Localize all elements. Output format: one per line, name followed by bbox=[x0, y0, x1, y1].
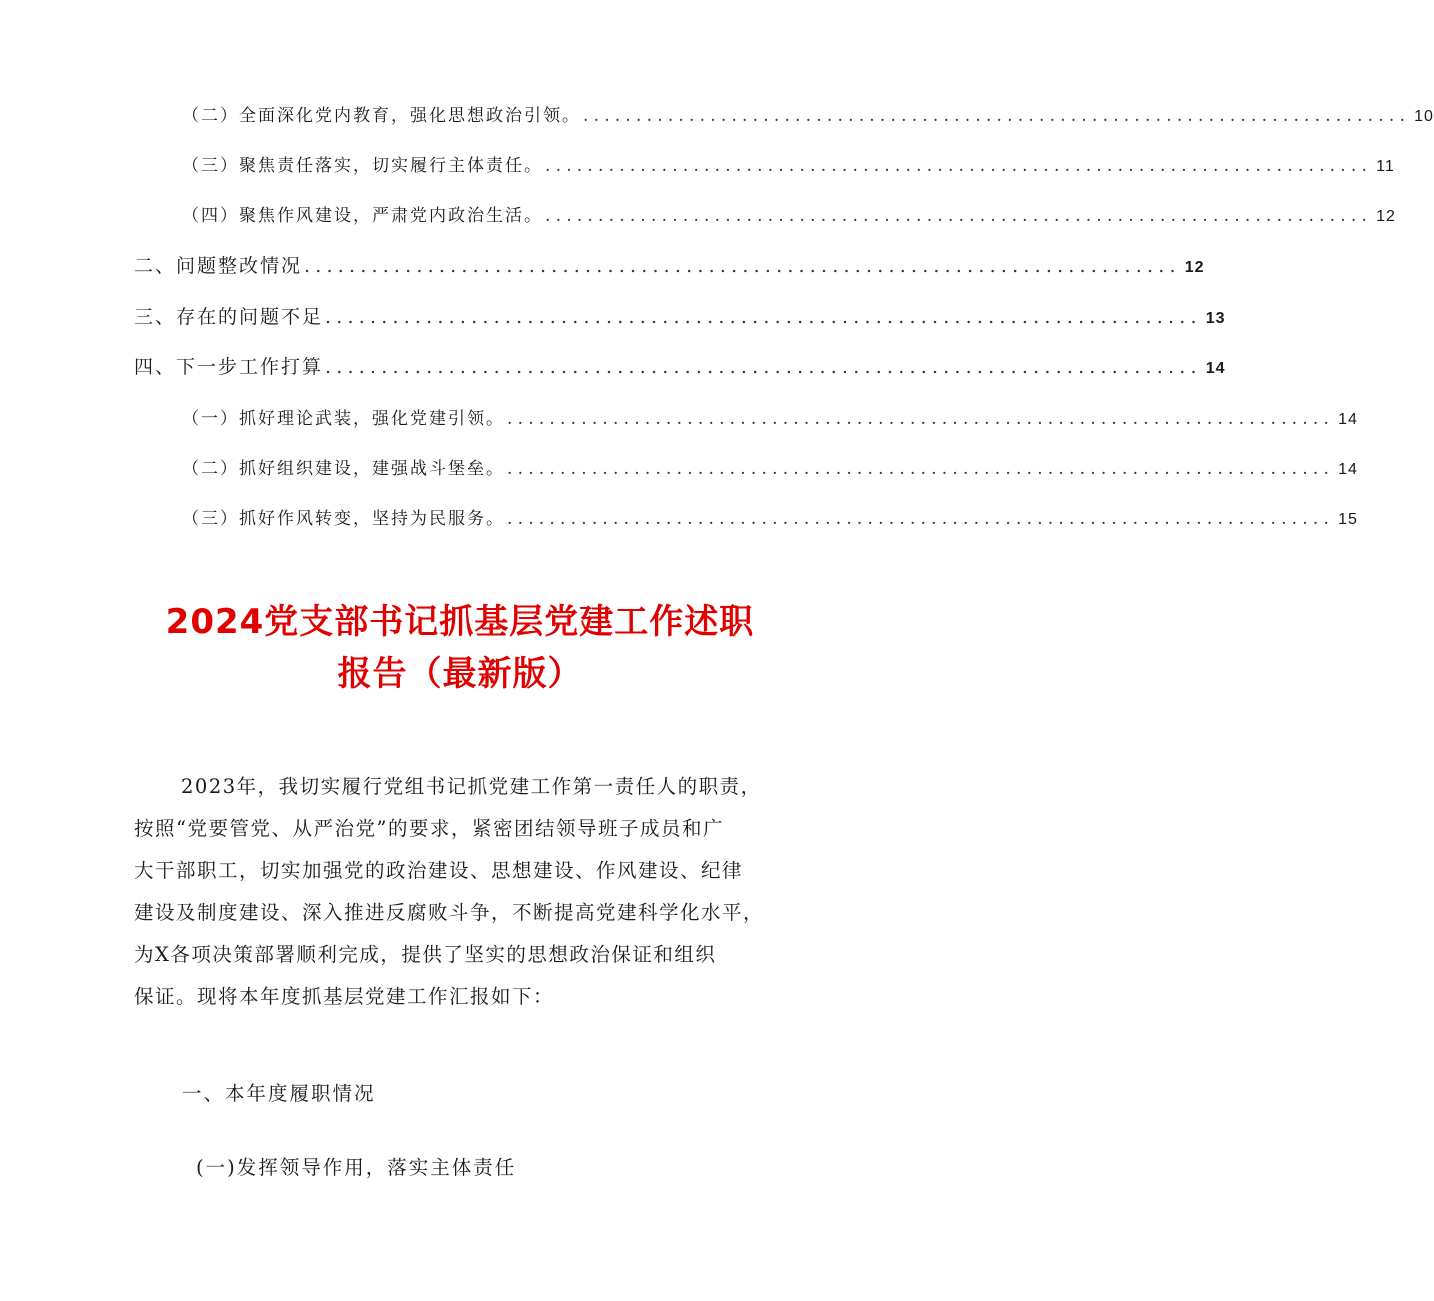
document-title-line2: 报告（最新版） bbox=[337, 654, 583, 694]
document-title bbox=[60, 596, 860, 700]
body-line: 建设及制度建设、深入推进反腐败斗争，不断提高党建科学化水平， bbox=[134, 901, 765, 924]
subsection-heading: (一)发挥领导作用，落实主体责任 bbox=[196, 1156, 517, 1179]
toc-item-text: 三、存在的问题不足 bbox=[134, 306, 324, 328]
body-line: 按照“党要管党、从严治党”的要求，紧密团结领导班子成员和广 bbox=[134, 817, 724, 840]
toc-item[interactable] bbox=[182, 504, 1358, 529]
toc-leader-dots: .............................................................................. bbox=[304, 255, 1181, 277]
toc-leader-dots: .............................................................................. bbox=[325, 356, 1202, 378]
toc-item-page: 12 bbox=[1184, 259, 1205, 276]
toc-item-page: 14 bbox=[1338, 461, 1358, 478]
body-line: 保证。现将本年度抓基层党建工作汇报如下： bbox=[134, 985, 555, 1008]
toc-item-text: （二）抓好组织建设，建强战斗堡垒。 bbox=[182, 459, 505, 479]
toc-item-page: 13 bbox=[1205, 310, 1226, 327]
toc-item-text: （三）聚焦责任落实，切实履行主体责任。 bbox=[182, 156, 543, 176]
toc-item[interactable] bbox=[182, 201, 1396, 226]
toc-item-text: （二）全面深化党内教育，强化思想政治引领。 bbox=[182, 106, 581, 126]
toc-item[interactable] bbox=[134, 352, 1226, 379]
toc-item-page: 11 bbox=[1376, 158, 1395, 175]
body-line: 为X各项决策部署顺利完成，提供了坚实的思想政治保证和组织 bbox=[134, 943, 717, 966]
body-line: 2023年，我切实履行党组书记抓党建工作第一责任人的职责， bbox=[181, 775, 762, 798]
toc-item[interactable] bbox=[134, 251, 1205, 278]
section-heading: 一、本年度履职情况 bbox=[182, 1082, 376, 1105]
toc-item-page: 12 bbox=[1376, 208, 1396, 225]
toc-item[interactable] bbox=[182, 454, 1358, 479]
toc-leader-dots: .............................................................................. bbox=[545, 206, 1373, 226]
toc-item-page: 10 bbox=[1414, 108, 1434, 125]
toc-leader-dots: .............................................................................. bbox=[545, 156, 1373, 176]
toc-item-text: （一）抓好理论武装，强化党建引领。 bbox=[182, 409, 505, 429]
toc-leader-dots: .............................................................................. bbox=[507, 459, 1335, 479]
document-title-line1: 2024党支部书记抓基层党建工作述职 bbox=[165, 602, 755, 642]
toc-item-text: 二、问题整改情况 bbox=[134, 255, 303, 277]
toc-item-text: （三）抓好作风转变，坚持为民服务。 bbox=[182, 509, 505, 529]
toc-leader-dots: .............................................................................. bbox=[507, 509, 1335, 529]
toc-item-page: 15 bbox=[1338, 511, 1358, 528]
toc-item-text: （四）聚焦作风建设，严肃党内政治生活。 bbox=[182, 206, 543, 226]
toc-leader-dots: .............................................................................. bbox=[325, 306, 1202, 328]
toc-item-text: 四、下一步工作打算 bbox=[134, 356, 324, 378]
body-paragraph bbox=[134, 766, 806, 1018]
body-line: 大干部职工，切实加强党的政治建设、思想建设、作风建设、纪律 bbox=[134, 859, 744, 882]
toc-item[interactable] bbox=[182, 404, 1358, 429]
toc-item-page: 14 bbox=[1205, 360, 1226, 377]
toc-leader-dots: .............................................................................. bbox=[507, 409, 1335, 429]
toc-leader-dots: .............................................................................. bbox=[583, 106, 1411, 126]
toc-item[interactable] bbox=[182, 101, 1434, 126]
toc-item[interactable] bbox=[182, 151, 1395, 176]
toc-item-page: 14 bbox=[1338, 411, 1358, 428]
toc-item[interactable] bbox=[134, 302, 1226, 329]
